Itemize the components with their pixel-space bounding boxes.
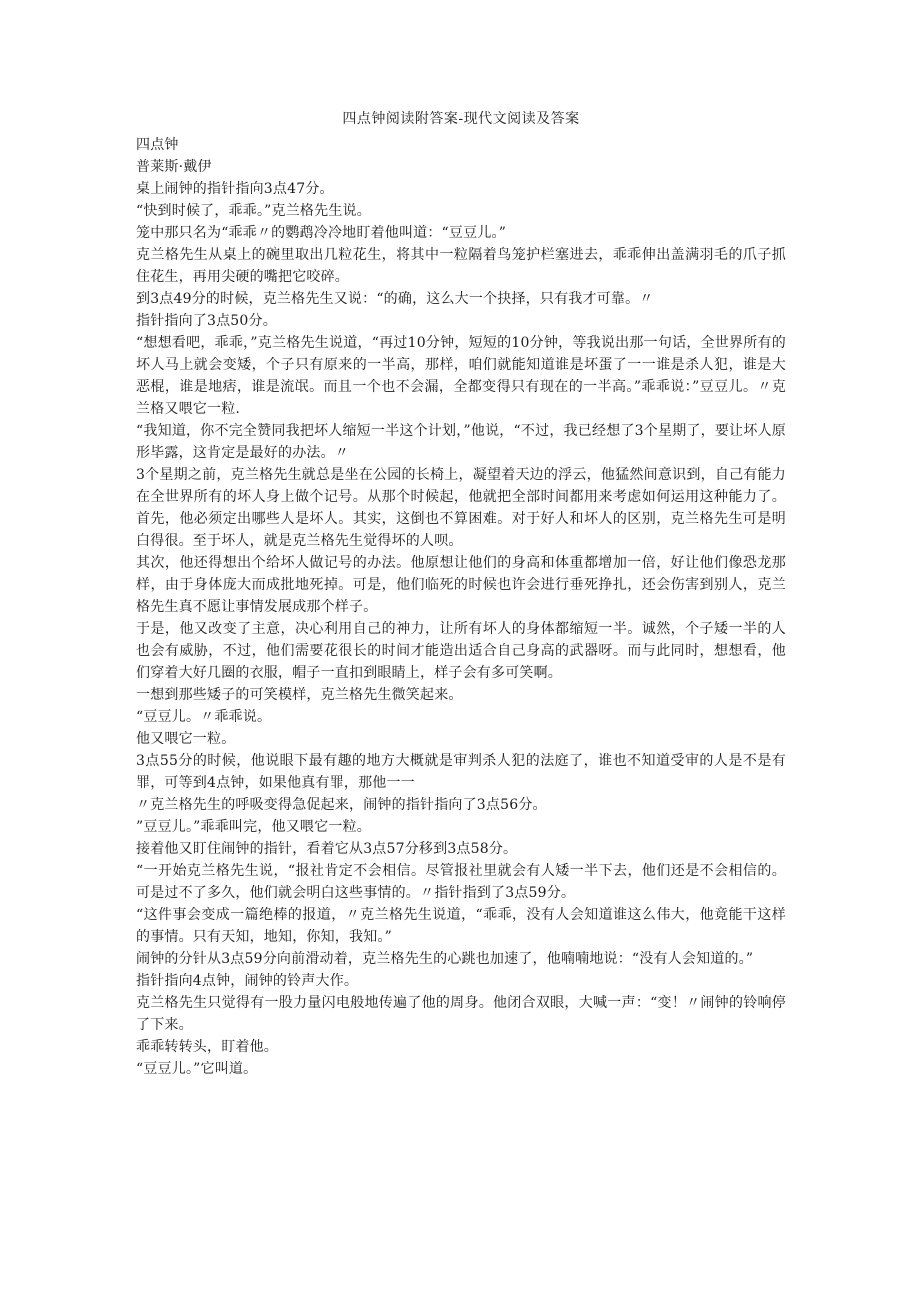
paragraph: 指针指向4点钟，闹钟的铃声大作。 bbox=[136, 973, 359, 989]
paragraph: “豆豆儿。”它叫道。 bbox=[136, 1061, 258, 1077]
paragraph: 笼中那只名为“乖乖〃的鹦鹉冷冷地盯着他叫道：“豆豆儿。” bbox=[136, 225, 507, 241]
paragraph: 一想到那些矮子的可笑模样，克兰格先生微笑起来。 bbox=[136, 687, 463, 703]
story-title: 四点钟 bbox=[136, 137, 179, 153]
paragraph: 他又喂它一粒。 bbox=[136, 731, 236, 747]
paragraph: 〃克兰格先生的呼吸变得急促起来，闹钟的指针指向了3点56分。 bbox=[136, 797, 547, 813]
paragraph: “我知道，你不完全赞同我把坏人缩短一半这个计划，”他说，“不过，我已经想了3个星期了，要让坏人原形毕露，这肯定是最好的办法。〃 bbox=[136, 423, 786, 461]
paragraph: 其次，他还得想出个给坏人做记号的办法。他原想让他们的身高和体重都增加一倍，好让他们像恐龙那样，由于身体庞大而成批地死掉。可是，他们临死的时候也许会进行垂死挣扎，还会伤害到别人，克兰格先生真不愿让事情发展成那个样子。 bbox=[136, 555, 786, 615]
paragraph: 克兰格先生只觉得有一股力量闪电般地传遍了他的周身。他闭合双眼，大喊一声：“变！〃闹钟的铃响停了下来。 bbox=[136, 995, 786, 1033]
paragraph: 3点55分的时候，他说眼下最有趣的地方大概就是审判杀人犯的法庭了，谁也不知道受审的人是不是有罪，可等到4点钟，如果他真有罪，那他一一 bbox=[136, 753, 786, 791]
paragraph: 3个星期之前，克兰格先生就总是坐在公园的长椅上，凝望着天边的浮云，他猛然间意识到，自己有能力在全世界所有的坏人身上做个记号。从那个时候起，他就把全部时间都用来考虑如何运用这种能力了。首先，他必须定出哪些人是坏人。其实，这倒也不算困难。对于好人和坏人的区别，克兰格先生可是明白得很。至于坏人，就是克兰格先生觉得坏的人呗。 bbox=[136, 467, 786, 549]
paragraph: “想想看吧，乖乖，”克兰格先生说道，“再过10分钟，短短的10分钟，等我说出那一句话，全世界所有的坏人马上就会变矮，个子只有原来的一半高，那样，咱们就能知道谁是坏蛋了一一谁是杀人犯，谁是大恶棍，谁是地痞，谁是流氓。而且一个也不会漏，全都变得只有现在的一半高。”乖乖说：”豆豆儿。〃克兰格又喂它一粒. bbox=[136, 335, 786, 417]
paragraph: 到3点49分的时候，克兰格先生又说：“的确，这么大一个抉择，只有我才可靠。〃 bbox=[136, 291, 654, 307]
paragraph: 克兰格先生从桌上的碗里取出几粒花生，将其中一粒隔着鸟笼护栏塞进去，乖乖伸出盖满羽毛的爪子抓住花生，再用尖硬的嘴把它咬碎。 bbox=[136, 247, 786, 285]
paragraph: 接着他又盯住闹钟的指针，看着它从3点57分移到3点58分。 bbox=[136, 841, 518, 857]
paragraph: 闹钟的分针从3点59分向前滑动着，克兰格先生的心跳也加速了，他喃喃地说：“没有人会知道的。” bbox=[136, 951, 754, 967]
paragraph: “这件事会变成一篇绝棒的报道，〃克兰格先生说道，“乖乖，没有人会知道谁这么伟大，他竟能干这样的事情。只有天知，地知，你知，我知。” bbox=[136, 907, 786, 945]
document-title: 四点钟阅读附答案-现代文阅读及答案 bbox=[342, 111, 580, 127]
document-page bbox=[136, 106, 786, 1080]
paragraph: “快到时候了，乖乖。”克兰格先生说。 bbox=[136, 203, 371, 219]
paragraph: 乖乖转转头，盯着他。 bbox=[136, 1039, 278, 1055]
paragraph: 于是，他又改变了主意，决心利用自己的神力，让所有坏人的身体都缩短一半。诚然，个子矮一半的人也会有威胁，不过，他们需要花很长的时间才能造出适合自己身高的武器呀。而与此同时，想想看，他们穿着大好几圈的衣服，帽子一直扣到眼睛上，样子会有多可笑啊。 bbox=[136, 621, 786, 681]
paragraph: 桌上闹钟的指针指向3点47分。 bbox=[136, 181, 334, 197]
paragraph: ”豆豆儿。”乖乖叫完，他又喂它一粒。 bbox=[136, 819, 371, 835]
paragraph: “一开始克兰格先生说，“报社肯定不会相信。尽管报社里就会有人矮一半下去，他们还是不会相信的。可是过不了多久，他们就会明白这些事情的。〃指针指到了3点59分。 bbox=[136, 863, 786, 901]
paragraph: 指针指向了3点50分。 bbox=[136, 313, 277, 329]
story-author: 普莱斯·戴伊 bbox=[136, 159, 212, 175]
paragraph: “豆豆儿。〃乖乖说。 bbox=[136, 709, 272, 725]
